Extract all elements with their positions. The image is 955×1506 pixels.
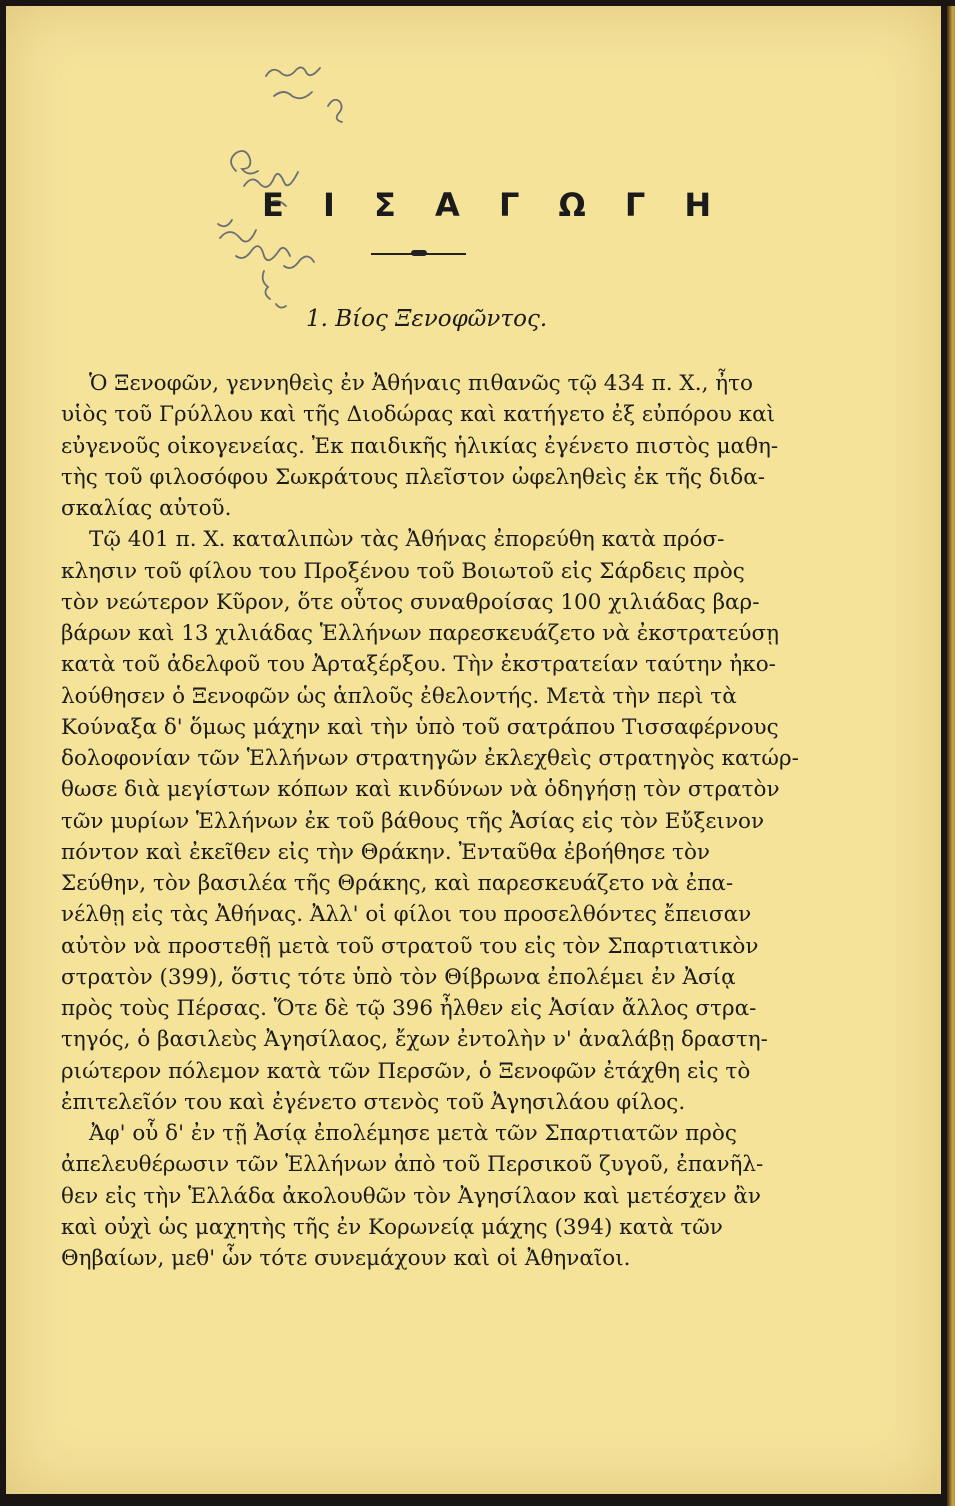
text-line: εὐγενοῦς οἰκογενείας. Ἐκ παιδικῆς ἡλικίας ἐγένετο πιστὸς μαθη- <box>61 433 779 459</box>
text-line: Τῷ 401 π. Χ. καταλιπὼν τὰς Ἀθήνας ἐπορεύθη κατὰ πρόσ- <box>89 527 725 553</box>
text-line: νέλθῃ εἰς τὰς Ἀθήνας. Ἀλλ' οἱ φίλοι του προσελθόντες ἔπεισαν <box>61 902 752 928</box>
text-line: θεν εἰς τὴν Ἑλλάδα ἀκολουθῶν τὸν Ἀγησίλαον καὶ μετέσχεν ἂν <box>61 1183 761 1209</box>
text-line: θωσε διὰ μεγίστων κόπων καὶ κινδύνων νὰ ὁδηγήσῃ τὸν στρατὸν <box>61 777 780 803</box>
text-line: Θηβαίων, μεθ' ὧν τότε συνεμάχουν καὶ οἱ Ἀθηναῖοι. <box>61 1246 631 1271</box>
text-line: ἐπιτελεῖόν του καὶ ἐγένετο στενὸς τοῦ Ἀγησιλάου φίλος. <box>61 1089 686 1115</box>
text-line: κλησιν τοῦ φίλου του Προξένου τοῦ Βοιωτοῦ εἰς Σάρδεις πρὸς <box>61 558 745 584</box>
text-line: λούθησεν ὁ Ξενοφῶν ὡς ἁπλοῦς ἐθελοντής. Μετὰ τὴν περὶ τὰ <box>61 683 737 709</box>
text-line: Ὁ Ξενοφῶν, γεννηθεὶς ἐν Ἀθήναις πιθανῶς τῷ 434 π. Χ., ἦτο <box>89 371 753 396</box>
text-line: πόντον καὶ ἐκεῖθεν εἰς τὴν Θράκην. Ἐνταῦθα ἐβοήθησε τὸν <box>61 839 710 865</box>
text-line: καὶ οὐχὶ ὡς μαχητὴς τῆς ἐν Κορωνείᾳ μάχης (394) κατὰ τῶν <box>61 1214 723 1240</box>
text-line: βάρων καὶ 13 χιλιάδας Ἑλλήνων παρεσκευάζετο νὰ ἐκστρατεύσῃ <box>61 621 780 646</box>
text-line: τηγός, ὁ βασιλεὺς Ἀγησίλαος, ἔχων ἐντολὴν ν' ἀναλάβῃ δραστη- <box>61 1027 768 1053</box>
section-heading: 1. Βίος Ξενοφῶντος. <box>306 306 548 332</box>
text-line: ἀπελευθέρωσιν τῶν Ἑλλήνων ἀπὸ τοῦ Περσικοῦ ζυγοῦ, ἐπανῆλ- <box>61 1152 764 1178</box>
text-line: τὴς τοῦ φιλοσόφου Σωκράτους πλεῖστον ὠφεληθεὶς ἐκ τῆς διδα- <box>61 464 766 490</box>
text-line: στρατὸν (399), ὅστις τότε ὑπὸ τὸν Θίβρωνα ἐπολέμει ἐν Ἀσίᾳ <box>61 964 736 990</box>
text-line: πρὸς τοὺς Πέρσας. Ὅτε δὲ τῷ 396 ἦλθεν εἰς Ἀσίαν ἄλλος στρα- <box>61 996 757 1021</box>
text-line: Σεύθην, τὸν βασιλέα τῆς Θράκης, καὶ παρεσκευάζετο νὰ ἐπα- <box>61 871 734 896</box>
book-page <box>6 6 941 1494</box>
pencil-annotations-icon <box>116 46 376 316</box>
page-title: Ε Ι Σ Α Γ Ω Γ Η <box>262 186 726 224</box>
body-text <box>61 368 806 1274</box>
text-line: Κούναξα δ' ὅμως μάχην καὶ τὴν ὑπὸ τοῦ σατράπου Τισσαφέρνους <box>61 714 779 740</box>
text-line: ριώτερον πόλεμον κατὰ τῶν Περσῶν, ὁ Ξενοφῶν ἐτάχθη εἰς τὸ <box>61 1058 751 1084</box>
text-line: τῶν μυρίων Ἑλλήνων ἐκ τοῦ βάθους τῆς Ἀσίας εἰς τὸν Εὔξεινον <box>61 808 765 834</box>
text-line: Ἀφ' οὗ δ' ἐν τῇ Ἀσίᾳ ἐπολέμησε μετὰ τῶν Σπαρτιατῶν πρὸς <box>89 1121 737 1146</box>
text-line: κατὰ τοῦ ἀδελφοῦ του Ἀρταξέρξου. Τὴν ἐκστρατείαν ταύτην ἠκο- <box>61 652 776 678</box>
text-line: σκαλίας αὐτοῦ. <box>61 496 232 521</box>
text-line: τὸν νεώτερον Κῦρον, ὅτε οὗτος συναθροίσας 100 χιλιάδας βαρ- <box>61 589 760 615</box>
text-line: υἱὸς τοῦ Γρύλλου καὶ τῆς Διοδώρας καὶ κατήγετο ἐξ εὐπόρου καὶ <box>61 402 776 428</box>
text-line: αὐτὸν νὰ προστεθῇ μετὰ τοῦ στρατοῦ του εἰς τὸν Σπαρτιατικὸν <box>61 933 759 959</box>
page-edge <box>947 6 955 1506</box>
title-divider-ornament <box>411 250 427 256</box>
text-line: δολοφονίαν τῶν Ἑλλήνων στρατηγῶν ἐκλεχθεὶς στρατηγὸς κατώρ- <box>61 746 799 771</box>
